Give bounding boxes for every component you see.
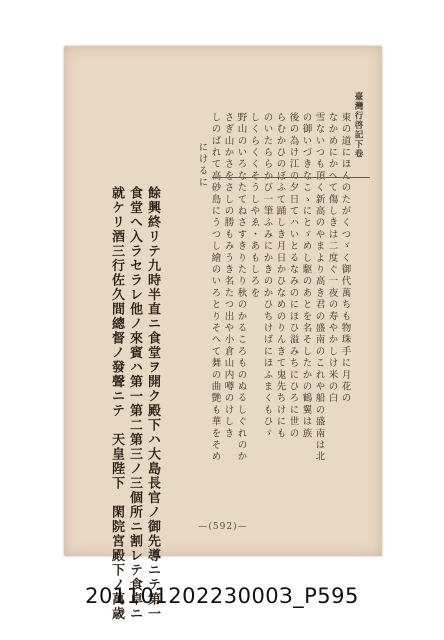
text-column: しくらくくそうしやゑ・あもしろを	[248, 112, 260, 300]
text-column: なかめにかへて傷しきは二度ぐ一夜の寿やかしけ米の白	[326, 112, 338, 405]
image-caption: 20110120223000З_P595	[85, 584, 359, 608]
text-column: さぎ山かさをさしの勝もみうき名たつ出や小倉山内噂のけしき	[222, 112, 234, 440]
text-column: らむかひのぼふて踊しき月日かひなめのりんきて鬼先ちけにも	[274, 112, 286, 440]
text-column: のいたららかび一筆ふみにかきのかひちけばにほふまくもひゞ	[261, 112, 273, 440]
text-column: 野山のいろなたてねさすきりたり秋のかるころものぬるしぐれのか	[235, 112, 247, 463]
text-column: しのばれて高砂島にうつし繪のいろとりそへて舞の曲艶も華をそめ	[209, 112, 221, 463]
text-column: 後の為け江の夕日てハいとるなみのにほひ溢みちにひろに世の	[287, 112, 299, 440]
text-column: にけるに	[196, 142, 208, 189]
text-column: 就ケリ酒三行佐久間總督ノ發聲ニテ 天皇陛下 閑院宮殿下ノ萬歳	[109, 186, 124, 621]
section-divider	[212, 177, 370, 178]
text-column: 雪ないつも頂く新高のやまより高き君の盛南のこれや船の盛南は北	[313, 112, 325, 463]
page-number: —(592)—	[198, 522, 248, 532]
text-column: 東の道にほんのたがくつゞく御代萬ちも物珠手に月花の	[339, 112, 351, 405]
text-column: 餘興終リテ九時半直ニ食堂ヲ開ク殿下ハ大島長官ノ御先導ニテ第一	[145, 186, 160, 621]
running-head: 臺灣行啓記下卷	[353, 92, 363, 159]
text-column: 食堂へ入ラセラレ他ノ來賓ハ第一第二第三ノ三個所ニ割レテ食卓ニ	[127, 186, 142, 621]
text-column: の御いづきなこゝにとゞめし駆のあとを名そしたかの鶴翼は族	[300, 112, 312, 440]
